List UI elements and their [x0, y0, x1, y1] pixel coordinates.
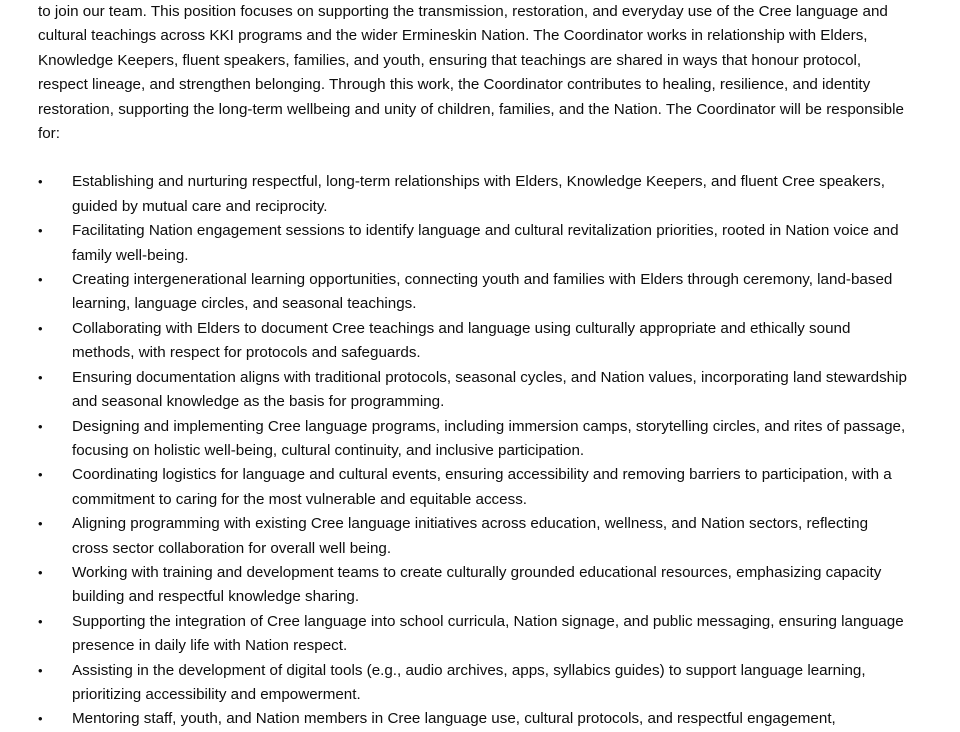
bullet-icon: •	[38, 174, 43, 190]
document-body	[38, 0, 908, 732]
list-item	[38, 512, 908, 561]
list-item	[38, 659, 908, 708]
list-item-text: Aligning programming with existing Cree language initiatives across education, wellness, and Nation sectors, reflecting cross sector collaboration for overall well being.	[72, 515, 869, 557]
list-item	[38, 415, 908, 464]
bullet-icon: •	[38, 467, 43, 483]
list-item-text: Mentoring staff, youth, and Nation members in Cree language use, cultural protocols, and respectful engagement,	[72, 710, 836, 728]
list-item	[38, 268, 908, 317]
list-item-text: Coordinating logistics for language and cultural events, ensuring accessibility and removing barriers to participation, with a commitment to caring for the most vulnerable and equitable access.	[72, 466, 892, 508]
bullet-icon: •	[38, 369, 43, 385]
bullet-icon: •	[38, 516, 43, 532]
responsibilities-list	[38, 170, 908, 731]
list-item	[38, 463, 908, 512]
intro-paragraph: to join our team. This position focuses on supporting the transmission, restoration, and everyday use of the Cree language and cultural teachings across KKI programs and the wider Ermineskin Nation. The Coordinator works in relationship with Elders, Knowledge Keepers, fluent speakers, families, and youth, ensuring that teachings are shared in ways that honour protocol, respect lineage, and strengthen belonging. Through this work, the Coordinator contributes to healing, resilience, and identity restoration, supporting the long-term wellbeing and unity of children, families, and the Nation. The Coordinator will be responsible for:	[38, 3, 904, 143]
list-item-text: Designing and implementing Cree language programs, including immersion camps, storytelling circles, and rites of passage, focusing on holistic well-being, cultural continuity, and inclusive participation.	[72, 417, 906, 459]
list-item-text: Creating intergenerational learning opportunities, connecting youth and families with Elders through ceremony, land-based learning, language circles, and seasonal teachings.	[72, 271, 893, 313]
bullet-icon: •	[38, 662, 43, 678]
bullet-icon: •	[38, 613, 43, 629]
list-item-text: Supporting the integration of Cree language into school curricula, Nation signage, and public messaging, ensuring language presence in daily life with Nation respect.	[72, 612, 904, 655]
bullet-icon: •	[38, 320, 43, 336]
bullet-icon: •	[38, 564, 43, 580]
list-item-text: Collaborating with Elders to document Cree teachings and language using culturally appropriate and ethically sound methods, with respect for protocols and safeguards.	[72, 319, 851, 362]
bullet-icon: •	[38, 223, 43, 239]
bullet-icon: •	[38, 711, 43, 727]
list-item-text: Assisting in the development of digital tools (e.g., audio archives, apps, syllabics guides) to support language learning, prioritizing accessibility and empowerment.	[72, 661, 866, 703]
list-item-text: Facilitating Nation engagement sessions to identify language and cultural revitalization priorities, rooted in Nation voice and family well-being.	[72, 222, 899, 264]
list-item	[38, 219, 908, 268]
list-item	[38, 610, 908, 659]
list-item	[38, 561, 908, 610]
list-item	[38, 317, 908, 366]
list-item-text: Ensuring documentation aligns with traditional protocols, seasonal cycles, and Nation values, incorporating land stewardship and seasonal knowledge as the basis for programming.	[72, 368, 907, 411]
list-item-text: Working with training and development teams to create culturally grounded educational resources, emphasizing capacity building and respectful knowledge sharing.	[72, 563, 882, 606]
list-item	[38, 366, 908, 415]
bullet-icon: •	[38, 418, 43, 434]
paragraph-spacer	[38, 146, 908, 170]
list-item-text: Establishing and nurturing respectful, long-term relationships with Elders, Knowledge Keepers, and fluent Cree speakers, guided by mutual care and reciprocity.	[72, 173, 885, 215]
list-item	[38, 170, 908, 219]
bullet-icon: •	[38, 272, 43, 288]
